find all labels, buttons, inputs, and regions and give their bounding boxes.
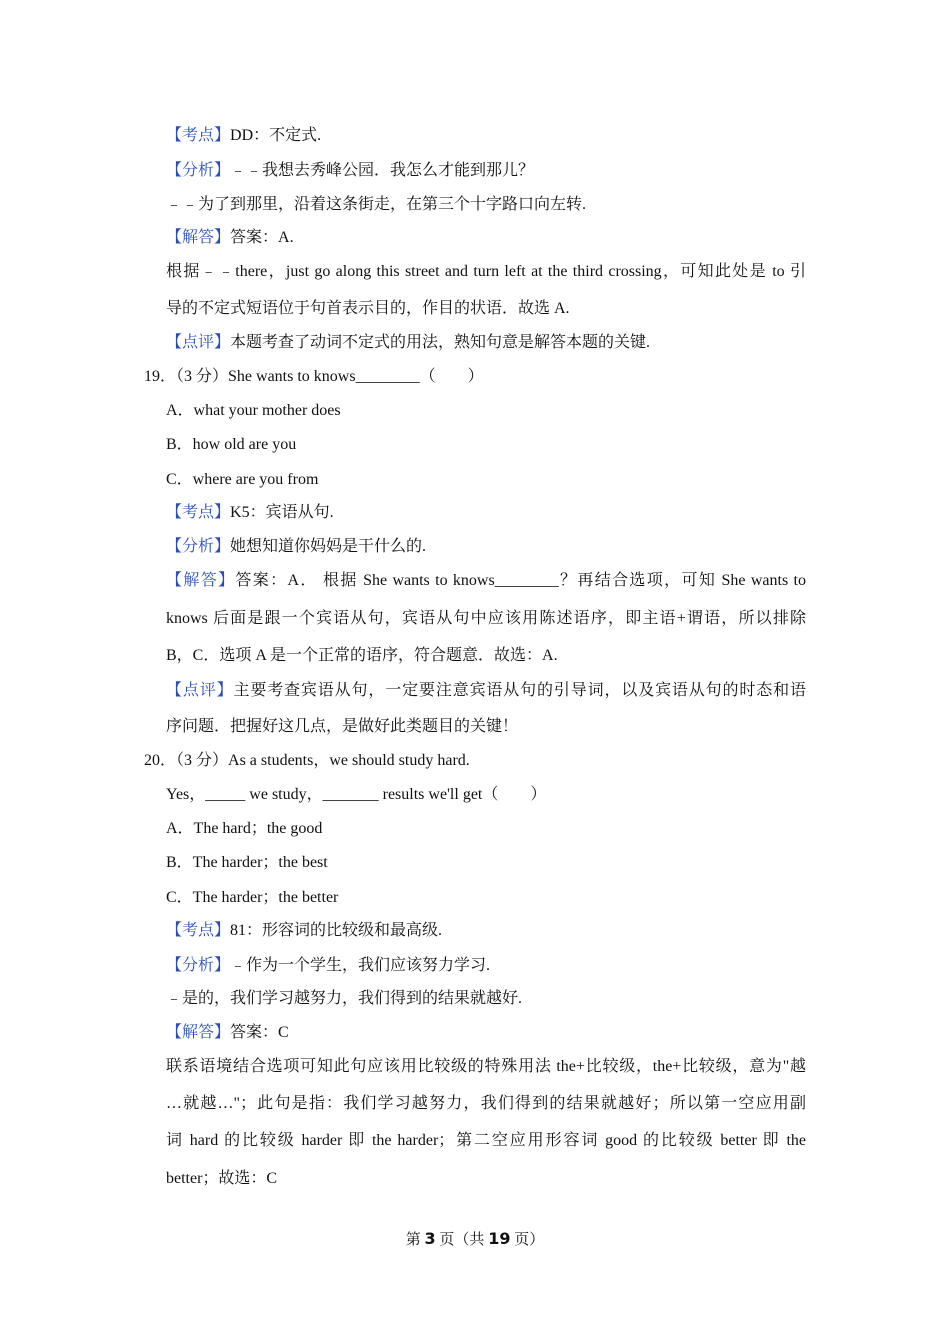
q20-option-c: C．The harder；the better <box>166 889 339 906</box>
fenxi-tag: 【分析】 <box>166 162 231 179</box>
q20-jieda-line4: 词 hard 的比较级 harder 即 the harder；第二空应用形容词 good 的比较级 better 即 the <box>166 1132 806 1149</box>
q19-dianping <box>166 681 806 701</box>
current-page-number: 3 <box>424 1229 436 1248</box>
dianping-tag: 【点评】 <box>166 682 234 699</box>
jieda-tag: 【解答】 <box>166 1024 231 1041</box>
q20-fenxi-line2: ﹣是的，我们学习越努力，我们得到的结果就越好. <box>166 990 523 1007</box>
jieda-tag: 【解答】 <box>166 229 231 246</box>
question-text: （3 分）As a students，we should study hard. <box>176 752 470 769</box>
q19-jieda <box>166 571 806 591</box>
kaodian-tag: 【考点】 <box>166 127 231 144</box>
page-footer <box>0 1229 950 1250</box>
q18-dianping <box>166 333 650 353</box>
kaodian-tag: 【考点】 <box>166 504 231 521</box>
q18-jieda-line2: 根据﹣﹣there，just go along this street and turn left at the third crossing，可知此处是 to 引 <box>166 263 806 280</box>
q20-option-a: A．The hard；the good <box>166 820 323 837</box>
dianping-tag: 【点评】 <box>166 334 231 351</box>
q20-jieda-line5: better；故选：C <box>166 1170 278 1187</box>
q20-fenxi <box>166 956 490 976</box>
q20-option-b: B．The harder；the best <box>166 854 328 871</box>
q19-kaodian <box>166 503 334 523</box>
q19-option-a: A．what your mother does <box>166 402 341 419</box>
q18-jieda-line3: 导的不定式短语位于句首表示目的，作目的状语．故选 A. <box>166 300 570 317</box>
q19-dianping-line2: 序问题．把握好这几点，是做好此类题目的关键！ <box>166 718 519 735</box>
jieda-text: 答案：A. <box>230 229 294 246</box>
q18-jieda <box>166 228 294 248</box>
dianping-text: 本题考查了动词不定式的用法，熟知句意是解答本题的关键. <box>230 334 651 351</box>
q19-option-b: B．how old are you <box>166 436 297 453</box>
q20-jieda <box>166 1023 289 1043</box>
q20-stem <box>144 751 470 771</box>
fenxi-text: ﹣﹣我想去秀峰公园．我怎么才能到那儿？ <box>230 162 535 179</box>
kaodian-tag: 【考点】 <box>166 922 231 939</box>
fenxi-text: ﹣作为一个学生，我们应该努力学习. <box>230 957 491 974</box>
question-number: 19． <box>144 368 177 385</box>
dianping-text: 主要考查宾语从句，一定要注意宾语从句的引导词，以及宾语从句的时态和语 <box>233 682 806 699</box>
kaodian-text: DD：不定式. <box>230 127 322 144</box>
jieda-text: 答案：C <box>230 1024 289 1041</box>
q20-kaodian <box>166 921 442 941</box>
q18-kaodian <box>166 126 321 146</box>
kaodian-text: 81：形容词的比较级和最高级. <box>230 922 443 939</box>
q19-fenxi <box>166 537 426 557</box>
fenxi-tag: 【分析】 <box>166 957 231 974</box>
q19-jieda-line3: B，C．选项 A 是一个正常的语序，符合题意．故选：A. <box>166 647 558 664</box>
question-number: 20． <box>144 752 177 769</box>
footer-prefix: 第 <box>405 1232 425 1248</box>
total-page-number: 19 <box>488 1229 511 1248</box>
q19-stem <box>144 367 484 387</box>
q19-jieda-line2: knows 后面是跟一个宾语从句，宾语从句中应该用陈述语序，即主语+谓语，所以排除 <box>166 610 806 627</box>
jieda-text: 答案：A． 根据 She wants to knows________？再结合选项，可知 She wants to <box>235 572 806 589</box>
q18-fenxi-line2: ﹣﹣为了到那里，沿着这条街走，在第三个十字路口向左转. <box>166 196 587 213</box>
q18-fenxi <box>166 161 534 181</box>
q19-option-c: C．where are you from <box>166 471 319 488</box>
q20-jieda-line2: 联系语境结合选项可知此句应该用比较级的特殊用法 the+比较级，the+比较级，意为"越 <box>166 1058 806 1075</box>
kaodian-text: K5：宾语从句. <box>230 504 334 521</box>
fenxi-text: 她想知道你妈妈是干什么的. <box>230 538 427 555</box>
jieda-tag: 【解答】 <box>166 572 236 589</box>
fenxi-tag: 【分析】 <box>166 538 231 555</box>
q20-stem-line2: Yes，_____ we study，_______ results we'll get（ ） <box>166 786 547 803</box>
footer-middle: 页（共 <box>435 1232 489 1248</box>
question-text: （3 分）She wants to knows________（ ） <box>176 368 484 385</box>
q20-jieda-line3: …就越…"；此句是指：我们学习越努力，我们得到的结果就越好；所以第一空应用副 <box>166 1095 806 1112</box>
footer-suffix: 页） <box>510 1232 545 1248</box>
